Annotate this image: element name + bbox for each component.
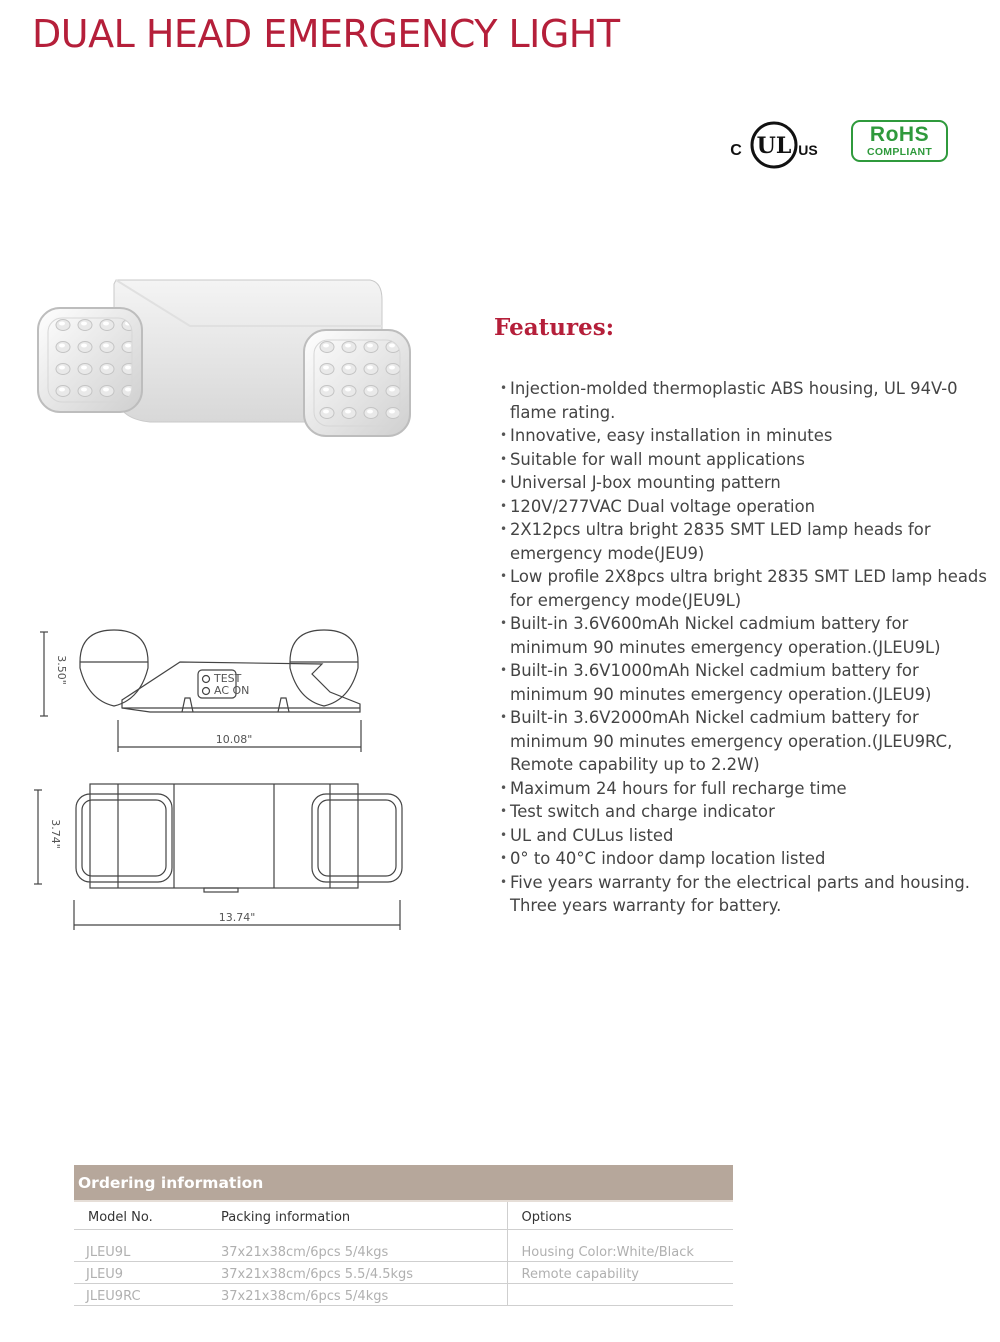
options-cell xyxy=(507,1283,733,1305)
table-row xyxy=(74,1261,733,1283)
column-options: Options xyxy=(507,1201,733,1229)
right-lamp-head xyxy=(304,330,410,436)
ul-left-text: C xyxy=(730,142,742,159)
column-model: Model No. xyxy=(74,1201,221,1229)
feature-item: • Low profile 2X8pcs ultra bright 2835 SMT LED lamp heads for emergency mode(JEU9L) xyxy=(500,565,990,612)
packing-cell: 37x21x38cm/6pcs 5/4kgs xyxy=(221,1283,507,1305)
feature-item: • UL and CULus listed xyxy=(500,824,990,848)
page-title: DUAL HEAD EMERGENCY LIGHT xyxy=(32,12,620,56)
model-cell: JLEU9RC xyxy=(74,1283,221,1305)
packing-cell: 37x21x38cm/6pcs 5.5/4.5kgs xyxy=(221,1261,507,1283)
front-height-label: 3.74" xyxy=(49,819,62,849)
feature-item: • Five years warranty for the electrical parts and housing. Three years warranty for battery. xyxy=(500,871,990,918)
side-height-label: 3.50" xyxy=(55,655,68,685)
table-row xyxy=(74,1283,733,1305)
feature-item: • Suitable for wall mount applications xyxy=(500,448,990,472)
options-cell: Housing Color:White/Black xyxy=(507,1229,733,1261)
feature-item: • Universal J-box mounting pattern xyxy=(500,471,990,495)
ordering-title: Ordering information xyxy=(74,1165,733,1201)
model-cell: JLEU9 xyxy=(74,1261,221,1283)
front-width-label: 13.74" xyxy=(218,911,256,924)
ordering-table xyxy=(74,1165,733,1306)
rohs-compliant-badge xyxy=(851,120,948,162)
options-cell: Remote capability xyxy=(507,1261,733,1283)
feature-item: • Built-in 3.6V600mAh Nickel cadmium battery for minimum 90 minutes emergency operation.(JLEU9L) xyxy=(500,612,990,659)
test-switch-label: TEST xyxy=(214,672,242,685)
features-heading: Features: xyxy=(494,314,615,341)
features-list xyxy=(500,377,990,918)
feature-item: • Maximum 24 hours for full recharge time xyxy=(500,777,990,801)
feature-item: • Injection-molded thermoplastic ABS housing, UL 94V-0 flame rating. xyxy=(500,377,990,424)
feature-item: • 2X12pcs ultra bright 2835 SMT LED lamp heads for emergency mode(JEU9) xyxy=(500,518,990,565)
ac-on-label: AC ON xyxy=(214,684,250,697)
model-cell: JLEU9L xyxy=(74,1229,221,1261)
ordering-column-row xyxy=(74,1201,733,1229)
ordering-header-row xyxy=(74,1165,733,1201)
feature-item: • Built-in 3.6V1000mAh Nickel cadmium battery for minimum 90 minutes emergency operation.(JLEU9) xyxy=(500,659,990,706)
ul-center-text: UL xyxy=(756,133,792,159)
side-dimension-drawing xyxy=(30,612,380,762)
feature-item: • Test switch and charge indicator xyxy=(500,800,990,824)
cul-us-certification-icon xyxy=(724,118,824,178)
table-row xyxy=(74,1229,733,1261)
left-lamp-head xyxy=(38,308,142,412)
feature-item: • Built-in 3.6V2000mAh Nickel cadmium battery for minimum 90 minutes emergency operation.(JLEU9RC, Remote capability up to 2.2W) xyxy=(500,706,990,777)
feature-item: • 0° to 40°C indoor damp location listed xyxy=(500,847,990,871)
rohs-main-text: RoHS xyxy=(869,123,930,146)
front-dimension-drawing xyxy=(30,772,410,934)
rohs-sub-text: COMPLIANT xyxy=(866,146,933,158)
side-width-label: 10.08" xyxy=(215,733,253,746)
packing-cell: 37x21x38cm/6pcs 5/4kgs xyxy=(221,1229,507,1261)
column-packing: Packing information xyxy=(221,1201,507,1229)
product-photo xyxy=(30,270,420,460)
feature-item: • Innovative, easy installation in minutes xyxy=(500,424,990,448)
ul-right-text: US xyxy=(798,142,818,158)
feature-item: • 120V/277VAC Dual voltage operation xyxy=(500,495,990,519)
